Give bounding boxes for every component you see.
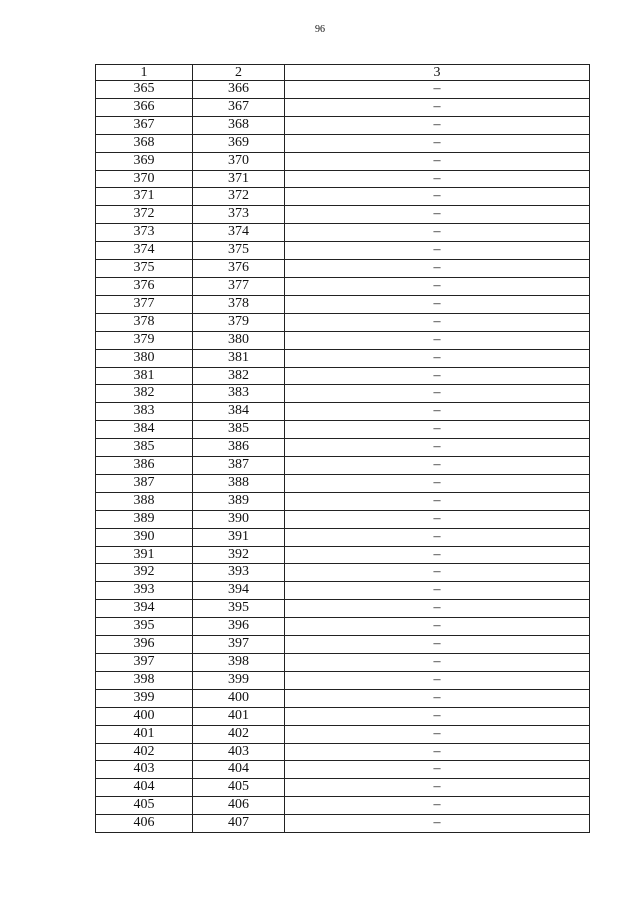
table-cell-col-3: – [285, 636, 590, 654]
table-cell-col-3: – [285, 277, 590, 295]
table-cell-col-2: 383 [193, 385, 285, 403]
table-cell-col-2: 379 [193, 313, 285, 331]
table-cell-col-1: 374 [96, 242, 193, 260]
table-row [96, 528, 590, 546]
table-cell-col-1: 381 [96, 367, 193, 385]
table-cell-col-3: – [285, 188, 590, 206]
table-cell-col-1: 392 [96, 564, 193, 582]
table-row [96, 331, 590, 349]
table-row [96, 636, 590, 654]
table-cell-col-3: – [285, 761, 590, 779]
header-row [96, 65, 590, 81]
table-cell-col-1: 371 [96, 188, 193, 206]
table-cell-col-2: 387 [193, 457, 285, 475]
table-row [96, 779, 590, 797]
table-row [96, 98, 590, 116]
table-cell-col-1: 376 [96, 277, 193, 295]
table-cell-col-1: 372 [96, 206, 193, 224]
table-cell-col-1: 365 [96, 81, 193, 99]
table-cell-col-2: 373 [193, 206, 285, 224]
table-row [96, 510, 590, 528]
table-cell-col-1: 402 [96, 743, 193, 761]
table-row [96, 367, 590, 385]
table-cell-col-3: – [285, 331, 590, 349]
table-row [96, 403, 590, 421]
table-cell-col-2: 385 [193, 421, 285, 439]
table-cell-col-2: 372 [193, 188, 285, 206]
table-cell-col-1: 367 [96, 116, 193, 134]
table-cell-col-1: 390 [96, 528, 193, 546]
table-cell-col-1: 403 [96, 761, 193, 779]
table-cell-col-3: – [285, 295, 590, 313]
table-cell-col-1: 380 [96, 349, 193, 367]
table-row [96, 313, 590, 331]
table-cell-col-3: – [285, 510, 590, 528]
table-cell-col-3: – [285, 671, 590, 689]
table-row [96, 260, 590, 278]
table-cell-col-3: – [285, 546, 590, 564]
table-cell-col-2: 376 [193, 260, 285, 278]
table-cell-col-1: 369 [96, 152, 193, 170]
table-cell-col-3: – [285, 421, 590, 439]
table-cell-col-2: 394 [193, 582, 285, 600]
table-row [96, 421, 590, 439]
table-row [96, 582, 590, 600]
table-cell-col-2: 400 [193, 689, 285, 707]
table-cell-col-2: 381 [193, 349, 285, 367]
table-cell-col-1: 370 [96, 170, 193, 188]
table-cell-col-2: 398 [193, 654, 285, 672]
table-cell-col-1: 404 [96, 779, 193, 797]
table-cell-col-3: – [285, 779, 590, 797]
table-cell-col-1: 384 [96, 421, 193, 439]
table-cell-col-2: 405 [193, 779, 285, 797]
table-cell-col-3: – [285, 260, 590, 278]
table-cell-col-2: 366 [193, 81, 285, 99]
table-cell-col-2: 392 [193, 546, 285, 564]
table-cell-col-3: – [285, 224, 590, 242]
table-header [96, 65, 590, 81]
table-cell-col-1: 394 [96, 600, 193, 618]
table-row [96, 492, 590, 510]
column-header-2: 2 [193, 65, 285, 81]
table-row [96, 707, 590, 725]
table-row [96, 457, 590, 475]
column-header-1: 1 [96, 65, 193, 81]
table-row [96, 206, 590, 224]
table-cell-col-3: – [285, 367, 590, 385]
table-cell-col-2: 404 [193, 761, 285, 779]
table-row [96, 564, 590, 582]
table-cell-col-1: 379 [96, 331, 193, 349]
table-cell-col-3: – [285, 707, 590, 725]
table-cell-col-1: 373 [96, 224, 193, 242]
table-cell-col-1: 391 [96, 546, 193, 564]
table-cell-col-3: – [285, 689, 590, 707]
table-cell-col-2: 397 [193, 636, 285, 654]
table-cell-col-1: 399 [96, 689, 193, 707]
table-cell-col-1: 386 [96, 457, 193, 475]
table-row [96, 224, 590, 242]
table-cell-col-3: – [285, 98, 590, 116]
table-cell-col-2: 367 [193, 98, 285, 116]
table-body [96, 81, 590, 833]
table-row [96, 797, 590, 815]
table-cell-col-1: 387 [96, 474, 193, 492]
table-row [96, 81, 590, 99]
table-cell-col-2: 406 [193, 797, 285, 815]
table-cell-col-2: 378 [193, 295, 285, 313]
table-cell-col-3: – [285, 206, 590, 224]
table-cell-col-3: – [285, 797, 590, 815]
table-row [96, 761, 590, 779]
table-cell-col-1: 395 [96, 618, 193, 636]
table-cell-col-3: – [285, 474, 590, 492]
table-cell-col-1: 397 [96, 654, 193, 672]
table-cell-col-2: 402 [193, 725, 285, 743]
table-row [96, 295, 590, 313]
table-cell-col-3: – [285, 313, 590, 331]
table-cell-col-1: 393 [96, 582, 193, 600]
table-row [96, 152, 590, 170]
table-cell-col-3: – [285, 815, 590, 833]
table-cell-col-3: – [285, 403, 590, 421]
table-row [96, 815, 590, 833]
table-cell-col-2: 390 [193, 510, 285, 528]
table-cell-col-3: – [285, 528, 590, 546]
table-cell-col-1: 377 [96, 295, 193, 313]
table-cell-col-2: 380 [193, 331, 285, 349]
column-header-3: 3 [285, 65, 590, 81]
table-row [96, 242, 590, 260]
table-cell-col-2: 395 [193, 600, 285, 618]
table-row [96, 743, 590, 761]
table-row [96, 439, 590, 457]
table-cell-col-3: – [285, 242, 590, 260]
table-row [96, 689, 590, 707]
table-cell-col-2: 399 [193, 671, 285, 689]
table-cell-col-2: 382 [193, 367, 285, 385]
table-cell-col-3: – [285, 654, 590, 672]
table-cell-col-2: 396 [193, 618, 285, 636]
table-cell-col-2: 388 [193, 474, 285, 492]
table-cell-col-2: 389 [193, 492, 285, 510]
table-cell-col-1: 406 [96, 815, 193, 833]
table-cell-col-2: 369 [193, 134, 285, 152]
page-number: 96 [315, 24, 325, 35]
table-cell-col-1: 375 [96, 260, 193, 278]
table-cell-col-3: – [285, 81, 590, 99]
table-row [96, 546, 590, 564]
table-cell-col-1: 405 [96, 797, 193, 815]
table-row [96, 618, 590, 636]
table-cell-col-2: 374 [193, 224, 285, 242]
table-cell-col-2: 371 [193, 170, 285, 188]
table-cell-col-2: 370 [193, 152, 285, 170]
table-cell-col-1: 382 [96, 385, 193, 403]
table-cell-col-1: 378 [96, 313, 193, 331]
table-cell-col-3: – [285, 492, 590, 510]
table-cell-col-1: 368 [96, 134, 193, 152]
table-cell-col-1: 388 [96, 492, 193, 510]
table-row [96, 600, 590, 618]
table-cell-col-2: 407 [193, 815, 285, 833]
table-cell-col-3: – [285, 385, 590, 403]
table-cell-col-3: – [285, 725, 590, 743]
table-cell-col-3: – [285, 170, 590, 188]
table-cell-col-2: 384 [193, 403, 285, 421]
table-row [96, 654, 590, 672]
table-cell-col-1: 396 [96, 636, 193, 654]
table-cell-col-1: 398 [96, 671, 193, 689]
table-row [96, 116, 590, 134]
table-row [96, 188, 590, 206]
table-row [96, 349, 590, 367]
data-table [95, 64, 590, 833]
table-cell-col-2: 391 [193, 528, 285, 546]
table-cell-col-2: 377 [193, 277, 285, 295]
table-cell-col-3: – [285, 564, 590, 582]
table-cell-col-3: – [285, 134, 590, 152]
table-cell-col-1: 401 [96, 725, 193, 743]
table-row [96, 725, 590, 743]
table-cell-col-3: – [285, 582, 590, 600]
table-row [96, 170, 590, 188]
table-cell-col-2: 386 [193, 439, 285, 457]
table-cell-col-2: 375 [193, 242, 285, 260]
table-row [96, 277, 590, 295]
table-cell-col-2: 401 [193, 707, 285, 725]
table-cell-col-3: – [285, 600, 590, 618]
table-cell-col-3: – [285, 743, 590, 761]
table-cell-col-2: 368 [193, 116, 285, 134]
table-cell-col-1: 400 [96, 707, 193, 725]
table-cell-col-3: – [285, 349, 590, 367]
table-cell-col-1: 383 [96, 403, 193, 421]
table-cell-col-3: – [285, 152, 590, 170]
table-cell-col-3: – [285, 116, 590, 134]
table-cell-col-3: – [285, 618, 590, 636]
table-row [96, 385, 590, 403]
table-row [96, 671, 590, 689]
table-cell-col-2: 403 [193, 743, 285, 761]
table-row [96, 474, 590, 492]
table-cell-col-1: 385 [96, 439, 193, 457]
table-cell-col-1: 366 [96, 98, 193, 116]
table-cell-col-1: 389 [96, 510, 193, 528]
table-row [96, 134, 590, 152]
table-cell-col-2: 393 [193, 564, 285, 582]
table-cell-col-3: – [285, 457, 590, 475]
table-cell-col-3: – [285, 439, 590, 457]
